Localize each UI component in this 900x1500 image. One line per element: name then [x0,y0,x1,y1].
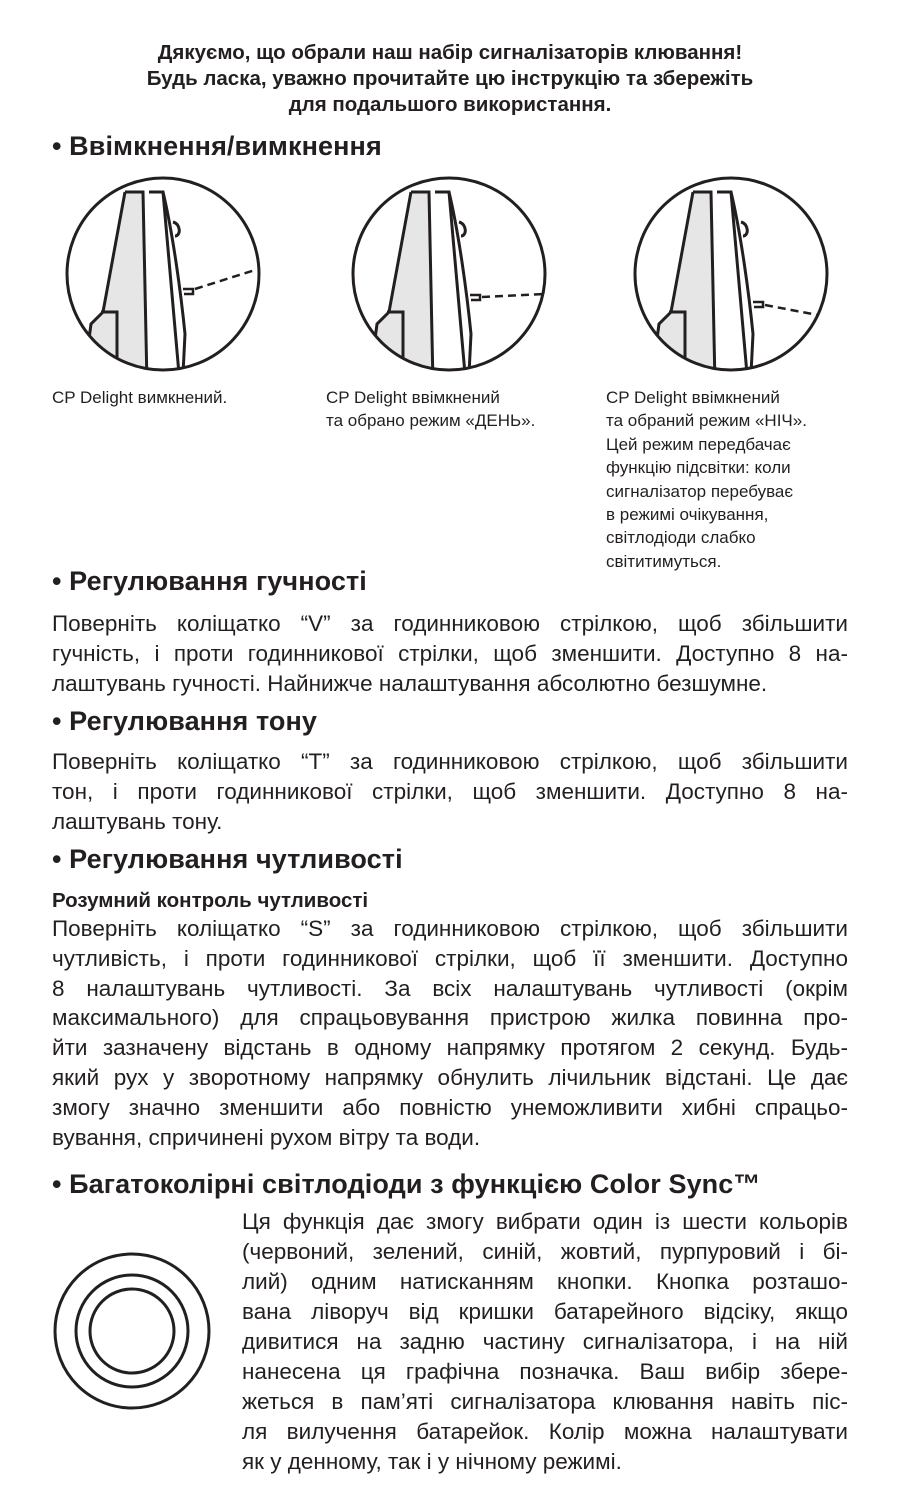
tone-heading: • Регулювання тону [52,706,318,736]
paragraph-line: чутливість, і проти годинникової стрілки, щоб її зменшити. Доступно [52,945,848,971]
caption-line: та обрано режим «ДЕНЬ». [326,411,536,431]
paragraph-line: Поверніть коліщатко “T” за годинниковою стрілкою, щоб збільшити [52,749,848,774]
intro-line: для подальшого використання. [288,93,612,116]
caption-day [326,386,535,433]
paragraph-line: ля вилучення батарейок. Колір можна налаштувати [242,1419,848,1444]
alarm-night-mode-illustration [631,174,831,374]
paragraph-line: лаштувань гучності. Найнижче налаштування абсолютно безшумне. [52,670,768,696]
paragraph-line: як у денному, так і у нічному режимі. [242,1449,622,1474]
caption-line: CP Delight ввімкнений [606,388,780,407]
paragraph-line: Поверніть коліщатко “S” за годинниковою стрілкою, щоб збільшити [52,916,848,941]
paragraph-line: Ця функція дає змогу вибрати один із шести кольорів [242,1209,848,1234]
volume-paragraph [52,609,848,698]
paragraph-line: йти зазначену відстань в одному напрямку протягом 2 секунд. Будь- [52,1035,848,1061]
paragraph-line: гучність, і проти годинникової стрілки, щоб зменшити. Доступно 8 на- [52,640,848,666]
intro-line: Дякуємо, що обрали наш набір сигналізаторів клювання! [157,41,743,64]
volume-heading: • Регулювання гучності [52,566,367,596]
intro-line: Будь ласка, уважно прочитайте цю інструкцію та збережіть [146,67,754,90]
paragraph-line: дивитися на задню частину сигналізатора, і на ній [242,1329,848,1354]
caption-off [52,386,227,409]
caption-line: функцію підсвітки: коли [606,458,791,478]
caption-line: сигналізатор перебуває [606,481,794,501]
tone-paragraph [52,747,848,836]
sensitivity-heading: • Регулювання чутливості [52,844,403,874]
paragraph-line: лаштувань тону. [52,808,223,834]
paragraph-line: Поверніть коліщатко “V” за годинниковою стрілкою, щоб збільшити [52,611,848,636]
caption-line: світитимуться. [606,551,722,571]
caption-line: Цей режим передбачає [606,434,791,454]
alarm-off-illustration [63,174,263,374]
paragraph-line: який рух у зворотному напрямку обнулить лічильник відстані. Це дає [52,1064,848,1090]
caption-line: в режимі очікування, [606,505,769,525]
colorsync-paragraph [242,1207,848,1477]
caption-line: CP Delight ввімкнений [326,388,500,407]
paragraph-line: 8 налаштувань чутливості. За всіх налаштувань чутливості (окрім [52,975,848,1001]
paragraph-line: вана ліворуч від кришки батарейного відсіку, якщо [242,1299,848,1324]
paragraph-line: максимального) для спрацьовування пристрою жилка повинна про- [52,1005,848,1031]
caption-line: світлодіоди слабко [606,528,756,548]
caption-line: CP Delight вимкнений. [52,388,228,407]
caption-line: та обраний режим «НІЧ». [606,411,807,431]
colorsync-heading: • Багатоколірні світлодіоди з функцією Color Sync™ [52,1169,761,1199]
paragraph-line: (червоний, зелений, синій, жовтий, пурпуровий і бі- [242,1239,848,1264]
paragraph-line: жеться в пам’яті сигналізатора клювання навіть піс- [242,1389,848,1414]
intro-note [60,40,840,118]
sensitivity-subheading: Розумний контроль чутливості [52,889,369,912]
paragraph-line: лий) одним натисканням кнопки. Кнопка розташо- [242,1269,848,1294]
paragraph-line: тон, і проти годинникової стрілки, щоб зменшити. Доступно 8 на- [52,778,848,804]
paragraph-line: вування, спричинені рухом вітру та води. [52,1124,481,1150]
paragraph-line: нанесена ця графічна позначка. Ваш вибір збере- [242,1359,848,1384]
sensitivity-paragraph [52,914,848,1152]
color-sync-button-icon [52,1251,212,1411]
caption-night [606,386,807,573]
paragraph-line: змогу значно зменшити або повністю унеможливити хибні спрацьо- [52,1094,848,1120]
alarm-day-mode-illustration [349,174,549,374]
power-heading: • Ввімкнення/вимкнення [52,131,382,161]
